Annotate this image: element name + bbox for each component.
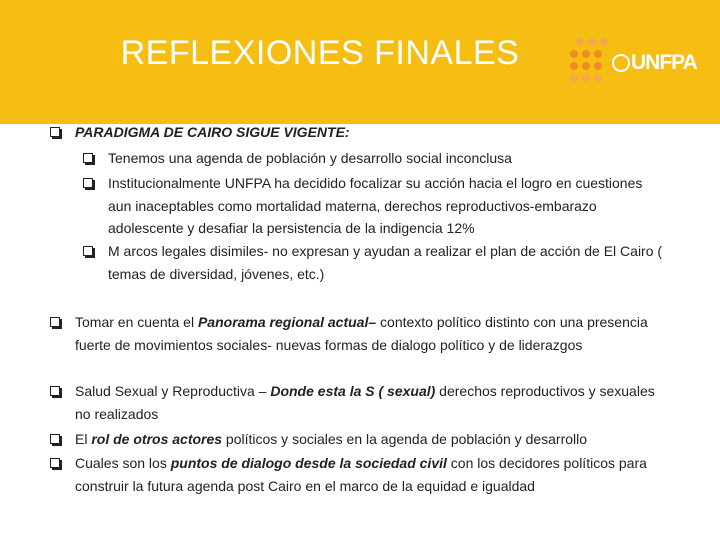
item-text: Cuales son los	[75, 455, 171, 471]
sub-item-text: Tenemos una agenda de población y desarrollo social inconclusa	[108, 150, 512, 166]
checkbox-bullet-icon	[83, 178, 93, 188]
checkbox-bullet-icon	[50, 458, 60, 468]
list-item	[108, 240, 668, 285]
sub-item-text: Institucionalmente UNFPA ha decidido focalizar su acción hacia el logro en cuestiones aun inaceptables como mortalidad materna, derechos reproductivos-embarazo adolescente y desafiar la persistencia de la indigencia 12%	[108, 175, 643, 236]
checkbox-bullet-icon	[50, 434, 60, 444]
section-heading: PARADIGMA DE CAIRO SIGUE VIGENTE:	[75, 124, 350, 140]
checkbox-bullet-icon	[83, 246, 93, 256]
item-emphasis: Panorama regional actual–	[197, 314, 377, 330]
item-text: contexto político distinto con una presencia fuerte de movimientos sociales- nuevas formas de dialogo político y de liderazgos	[75, 314, 648, 353]
list-item	[75, 311, 665, 356]
item-emphasis: Donde esta la S ( sexual)	[270, 383, 436, 399]
item-text: Tomar en cuenta el	[75, 314, 198, 330]
checkbox-bullet-icon	[83, 153, 93, 163]
checkbox-bullet-icon	[50, 317, 60, 327]
list-item	[108, 147, 668, 170]
list-item	[75, 428, 675, 451]
item-text: políticos y sociales en la agenda de población y desarrollo	[222, 431, 588, 447]
item-text: derechos reproductivos y sexuales no realizados	[75, 383, 655, 422]
list-item	[75, 452, 675, 497]
logo-text: UNFPA	[631, 51, 697, 74]
item-emphasis: puntos de dialogo desde la sociedad civil	[170, 455, 447, 471]
item-text: con los decidores políticos para construir la futura agenda post Cairo en el marco de la equidad e igualdad	[75, 455, 647, 494]
list-item	[75, 380, 665, 425]
checkbox-bullet-icon	[50, 386, 60, 396]
slide-title: REFLEXIONES FINALES	[120, 34, 520, 72]
list-item	[108, 172, 656, 240]
sub-item-text: M arcos legales disimiles- no expresan y ayudan a realizar el plan de acción de El Cairo ( temas de diversidad, jóvenes, etc.)	[108, 243, 663, 282]
checkbox-bullet-icon	[50, 127, 60, 137]
item-text: El	[75, 431, 92, 447]
item-emphasis: rol de otros actores	[91, 431, 223, 447]
list-item	[75, 121, 685, 144]
item-text: Salud Sexual y Reproductiva –	[75, 383, 271, 399]
